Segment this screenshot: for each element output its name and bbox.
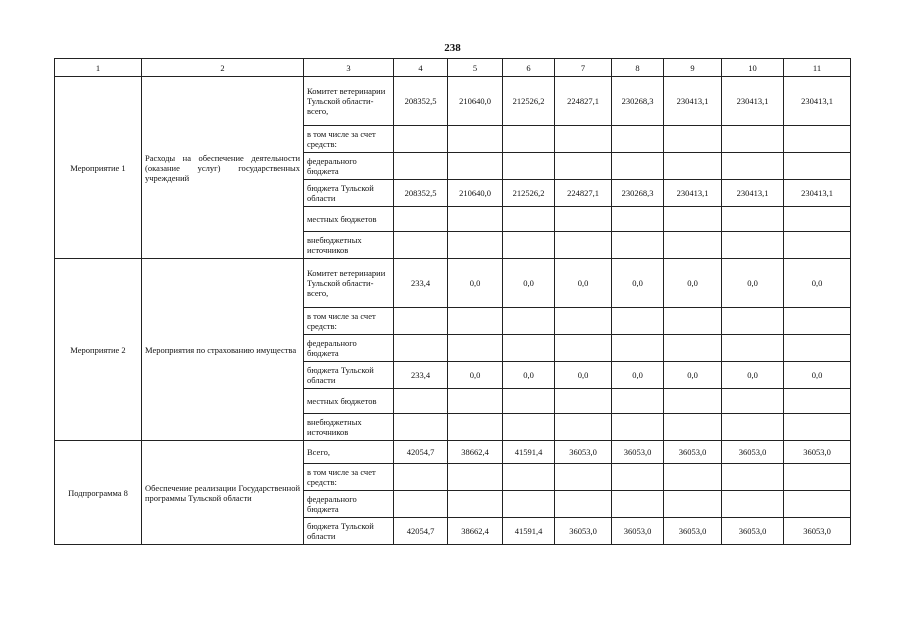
value-cell <box>448 414 503 441</box>
value-cell: 0,0 <box>612 259 664 308</box>
value-cell: 224827,1 <box>555 77 612 126</box>
value-cell <box>722 126 784 153</box>
value-cell: 41591,4 <box>503 441 555 464</box>
value-cell: 0,0 <box>784 362 851 389</box>
value-cell <box>555 207 612 232</box>
value-cell <box>394 389 448 414</box>
value-cell <box>784 232 851 259</box>
value-cell <box>394 335 448 362</box>
value-cell: 0,0 <box>612 362 664 389</box>
value-cell <box>664 153 722 180</box>
value-cell <box>448 308 503 335</box>
value-cell <box>612 153 664 180</box>
funding-source-label: федерального бюджета <box>304 335 394 362</box>
value-cell: 38662,4 <box>448 518 503 545</box>
value-cell: 230413,1 <box>664 77 722 126</box>
funding-source-label: бюджета Тульской области <box>304 518 394 545</box>
value-cell: 210640,0 <box>448 77 503 126</box>
value-cell <box>448 491 503 518</box>
funding-source-label: в том числе за счет средств: <box>304 308 394 335</box>
block-description: Расходы на обеспечение деятельности (оказание услуг) государственных учреждений <box>142 77 304 259</box>
funding-source-label: внебюджетных источников <box>304 232 394 259</box>
value-cell <box>612 207 664 232</box>
header-cell: 4 <box>394 59 448 77</box>
header-cell: 7 <box>555 59 612 77</box>
value-cell <box>784 491 851 518</box>
value-cell <box>612 126 664 153</box>
value-cell: 42054,7 <box>394 441 448 464</box>
value-cell <box>664 414 722 441</box>
value-cell <box>722 232 784 259</box>
funding-source-label: бюджета Тульской области <box>304 362 394 389</box>
value-cell <box>612 308 664 335</box>
value-cell <box>503 389 555 414</box>
value-cell <box>555 491 612 518</box>
value-cell <box>555 414 612 441</box>
table-row <box>55 441 851 464</box>
value-cell: 0,0 <box>448 259 503 308</box>
value-cell <box>555 464 612 491</box>
block-name: Подпрограмма 8 <box>55 441 142 545</box>
value-cell <box>448 126 503 153</box>
value-cell <box>555 232 612 259</box>
value-cell <box>722 389 784 414</box>
header-cell: 8 <box>612 59 664 77</box>
value-cell <box>664 308 722 335</box>
value-cell: 0,0 <box>503 362 555 389</box>
block-description: Мероприятия по страхованию имущества <box>142 259 304 441</box>
block-name: Мероприятие 2 <box>55 259 142 441</box>
value-cell <box>555 153 612 180</box>
value-cell: 0,0 <box>722 362 784 389</box>
value-cell <box>722 153 784 180</box>
value-cell: 230413,1 <box>722 77 784 126</box>
value-cell: 224827,1 <box>555 180 612 207</box>
value-cell <box>394 126 448 153</box>
value-cell: 0,0 <box>722 259 784 308</box>
value-cell <box>394 464 448 491</box>
value-cell <box>722 335 784 362</box>
value-cell: 42054,7 <box>394 518 448 545</box>
value-cell <box>394 232 448 259</box>
value-cell <box>722 414 784 441</box>
value-cell <box>722 207 784 232</box>
value-cell <box>612 335 664 362</box>
value-cell <box>722 308 784 335</box>
funding-source-label: Комитет ветеринарии Тульской области-всего, <box>304 77 394 126</box>
value-cell <box>503 464 555 491</box>
value-cell <box>503 335 555 362</box>
value-cell <box>664 126 722 153</box>
value-cell <box>784 153 851 180</box>
value-cell: 233,4 <box>394 259 448 308</box>
value-cell: 230413,1 <box>784 180 851 207</box>
value-cell <box>448 232 503 259</box>
funding-source-label: федерального бюджета <box>304 153 394 180</box>
value-cell: 38662,4 <box>448 441 503 464</box>
value-cell <box>784 464 851 491</box>
funding-source-label: федерального бюджета <box>304 491 394 518</box>
value-cell <box>612 491 664 518</box>
page-number: 238 <box>444 42 461 54</box>
value-cell: 36053,0 <box>722 518 784 545</box>
value-cell: 208352,5 <box>394 180 448 207</box>
header-cell: 5 <box>448 59 503 77</box>
value-cell: 36053,0 <box>555 518 612 545</box>
block-name: Мероприятие 1 <box>55 77 142 259</box>
value-cell <box>664 389 722 414</box>
value-cell: 230413,1 <box>784 77 851 126</box>
value-cell <box>664 491 722 518</box>
value-cell <box>722 464 784 491</box>
value-cell <box>503 232 555 259</box>
value-cell: 0,0 <box>664 362 722 389</box>
value-cell <box>448 153 503 180</box>
value-cell <box>394 153 448 180</box>
funding-source-label: Комитет ветеринарии Тульской области-всего, <box>304 259 394 308</box>
value-cell <box>394 414 448 441</box>
header-cell: 11 <box>784 59 851 77</box>
value-cell <box>503 153 555 180</box>
header-cell: 1 <box>55 59 142 77</box>
value-cell: 36053,0 <box>555 441 612 464</box>
budget-table <box>54 58 851 545</box>
funding-source-label: бюджета Тульской области <box>304 180 394 207</box>
header-cell: 10 <box>722 59 784 77</box>
value-cell: 230268,3 <box>612 180 664 207</box>
value-cell <box>722 491 784 518</box>
value-cell <box>784 414 851 441</box>
value-cell: 36053,0 <box>784 518 851 545</box>
value-cell: 0,0 <box>664 259 722 308</box>
value-cell: 36053,0 <box>664 518 722 545</box>
value-cell: 36053,0 <box>612 518 664 545</box>
value-cell <box>503 207 555 232</box>
value-cell: 0,0 <box>555 259 612 308</box>
value-cell: 0,0 <box>555 362 612 389</box>
value-cell: 36053,0 <box>784 441 851 464</box>
value-cell <box>448 207 503 232</box>
block-description: Обеспечение реализации Государственной программы Тульской области <box>142 441 304 545</box>
table-row <box>55 259 851 308</box>
value-cell <box>784 389 851 414</box>
header-cell: 3 <box>304 59 394 77</box>
funding-source-label: в том числе за счет средств: <box>304 464 394 491</box>
value-cell <box>555 308 612 335</box>
value-cell: 233,4 <box>394 362 448 389</box>
value-cell: 0,0 <box>503 259 555 308</box>
value-cell <box>612 464 664 491</box>
header-cell: 6 <box>503 59 555 77</box>
value-cell: 230413,1 <box>664 180 722 207</box>
value-cell <box>503 414 555 441</box>
value-cell <box>503 491 555 518</box>
table-row <box>55 77 851 126</box>
funding-source-label: Всего, <box>304 441 394 464</box>
value-cell <box>448 464 503 491</box>
value-cell <box>784 126 851 153</box>
value-cell: 36053,0 <box>722 441 784 464</box>
value-cell <box>448 335 503 362</box>
funding-source-label: в том числе за счет средств: <box>304 126 394 153</box>
value-cell: 208352,5 <box>394 77 448 126</box>
funding-source-label: внебюджетных источников <box>304 414 394 441</box>
value-cell: 212526,2 <box>503 77 555 126</box>
value-cell: 0,0 <box>448 362 503 389</box>
value-cell <box>664 207 722 232</box>
value-cell: 41591,4 <box>503 518 555 545</box>
value-cell <box>555 335 612 362</box>
value-cell: 210640,0 <box>448 180 503 207</box>
funding-source-label: местных бюджетов <box>304 389 394 414</box>
header-cell: 2 <box>142 59 304 77</box>
value-cell <box>394 308 448 335</box>
value-cell: 230268,3 <box>612 77 664 126</box>
value-cell <box>503 308 555 335</box>
value-cell: 212526,2 <box>503 180 555 207</box>
value-cell <box>664 335 722 362</box>
value-cell <box>784 308 851 335</box>
value-cell: 36053,0 <box>664 441 722 464</box>
value-cell: 36053,0 <box>612 441 664 464</box>
funding-source-label: местных бюджетов <box>304 207 394 232</box>
value-cell: 0,0 <box>784 259 851 308</box>
header-row <box>55 59 851 77</box>
value-cell <box>394 491 448 518</box>
value-cell <box>664 464 722 491</box>
header-cell: 9 <box>664 59 722 77</box>
value-cell <box>612 232 664 259</box>
value-cell <box>448 389 503 414</box>
value-cell <box>503 126 555 153</box>
value-cell <box>784 335 851 362</box>
value-cell <box>555 126 612 153</box>
value-cell <box>664 232 722 259</box>
value-cell <box>612 389 664 414</box>
value-cell <box>555 389 612 414</box>
value-cell <box>394 207 448 232</box>
value-cell <box>612 414 664 441</box>
value-cell <box>784 207 851 232</box>
value-cell: 230413,1 <box>722 180 784 207</box>
